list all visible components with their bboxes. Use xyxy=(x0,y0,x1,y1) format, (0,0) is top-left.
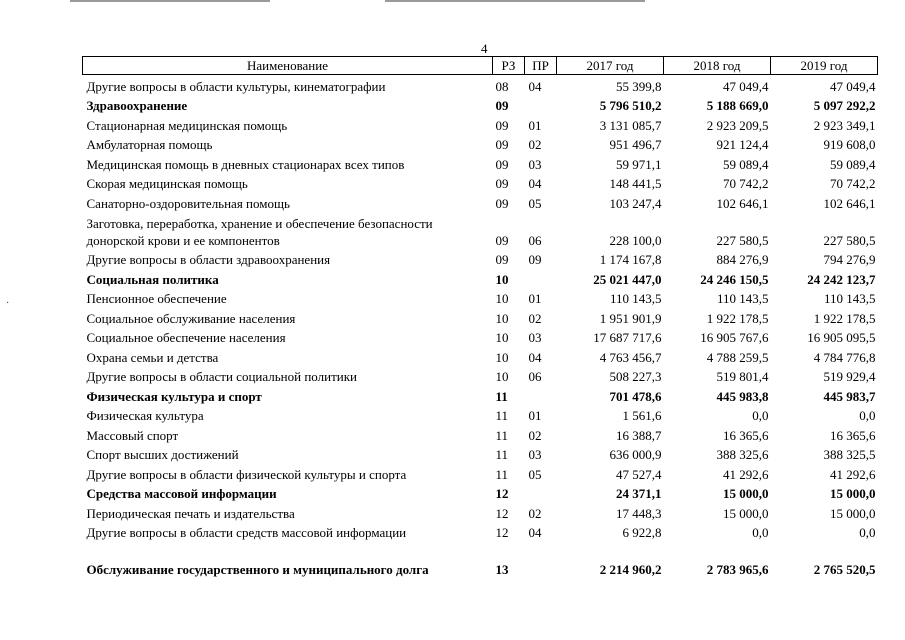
row-value-2017: 636 000,9 xyxy=(609,447,662,462)
row-value-2017: 951 496,7 xyxy=(609,137,662,152)
row-value-2017: 24 371,1 xyxy=(616,486,662,501)
row-value-2019: 388 325,5 xyxy=(823,447,876,462)
row-value-2018: 47 049,4 xyxy=(723,78,769,94)
row-value-2017: 59 971,1 xyxy=(616,156,662,172)
row-pr xyxy=(525,541,557,578)
row-name: Стационарная медицинская помощь xyxy=(86,117,288,133)
top-rule-right xyxy=(385,0,645,2)
table-row xyxy=(83,192,878,212)
table-row xyxy=(83,288,878,308)
table-row xyxy=(83,424,878,444)
row-pr: 02 xyxy=(528,137,542,152)
row-value-2017: 148 441,5 xyxy=(609,176,662,191)
row-rz: 09 xyxy=(495,176,509,191)
row-value-2019: 1 922 178,5 xyxy=(813,310,876,326)
row-value-2018: 884 276,9 xyxy=(716,252,769,267)
row-rz: 11 xyxy=(495,427,509,443)
row-value-2017: 55 399,8 xyxy=(616,78,662,94)
table-row xyxy=(83,463,878,483)
row-rz: 10 xyxy=(495,271,509,287)
row-value-2017: 1 174 167,8 xyxy=(599,252,662,267)
top-rule-left xyxy=(70,0,270,2)
table-row xyxy=(83,405,878,425)
row-value-2017: 5 796 510,2 xyxy=(599,98,662,113)
row-value-2019: 519 929,4 xyxy=(823,369,876,384)
row-value-2017: 1 951 901,9 xyxy=(599,310,662,326)
row-rz: 11 xyxy=(495,388,508,404)
row-name: Другие вопросы в области культуры, кинематографии xyxy=(86,78,386,94)
row-value-2019: 4 784 776,8 xyxy=(813,349,876,365)
row-name: Физическая культура xyxy=(86,408,204,423)
row-value-2017: 1 561,6 xyxy=(622,408,662,423)
row-name: Медицинская помощь в дневных стационарах всех типов xyxy=(86,156,405,172)
row-value-2019: 5 097 292,2 xyxy=(813,98,876,113)
row-value-2019: 15 000,0 xyxy=(830,486,876,501)
table-row xyxy=(83,541,878,578)
table-row xyxy=(83,134,878,154)
row-value-2019: 47 049,4 xyxy=(830,78,876,94)
row-pr: 03 xyxy=(528,330,542,345)
table-row xyxy=(83,268,878,288)
row-value-2019: 16 905 095,5 xyxy=(807,330,876,345)
row-value-2018: 921 124,4 xyxy=(716,137,769,152)
row-value-2018: 16 905 767,6 xyxy=(700,330,769,345)
row-pr: 04 xyxy=(528,78,542,94)
row-name: Заготовка, переработка, хранение и обеспечение безопасности донорской крови и ее компонентов xyxy=(86,215,433,248)
page-number: 4 xyxy=(481,41,488,56)
table-row xyxy=(83,385,878,405)
row-value-2019: 919 608,0 xyxy=(823,137,876,152)
row-value-2018: 59 089,4 xyxy=(723,156,769,172)
row-name: Социальное обслуживание населения xyxy=(86,310,296,326)
row-rz: 11 xyxy=(495,408,509,423)
row-value-2018: 102 646,1 xyxy=(716,195,769,211)
row-pr: 09 xyxy=(528,252,542,267)
row-value-2019: 16 365,6 xyxy=(830,427,876,443)
row-name: Другие вопросы в области средств массовой информации xyxy=(86,525,407,540)
row-pr: 06 xyxy=(528,369,542,384)
row-value-2019: 0,0 xyxy=(859,525,876,540)
row-pr: 02 xyxy=(528,505,542,521)
row-value-2019: 227 580,5 xyxy=(823,232,876,248)
row-value-2019: 2 765 520,5 xyxy=(813,562,876,577)
table-row xyxy=(83,327,878,347)
margin-mark: · xyxy=(6,298,10,309)
row-value-2018: 0,0 xyxy=(752,408,769,423)
row-rz: 10 xyxy=(495,330,509,345)
table-row xyxy=(83,75,878,95)
row-value-2017: 25 021 447,0 xyxy=(593,271,662,287)
row-value-2017: 228 100,0 xyxy=(609,232,662,248)
row-value-2017: 6 922,8 xyxy=(622,525,662,540)
table-row xyxy=(83,346,878,366)
table-row xyxy=(83,173,878,193)
row-value-2018: 16 365,6 xyxy=(723,427,769,443)
row-name: Здравоохранение xyxy=(86,98,188,113)
row-value-2019: 445 983,7 xyxy=(823,388,876,404)
row-pr xyxy=(525,483,557,503)
row-value-2017: 3 131 085,7 xyxy=(599,117,662,133)
row-name: Пенсионное обеспечение xyxy=(86,291,227,306)
row-name: Средства массовой информации xyxy=(86,486,277,501)
row-value-2018: 15 000,0 xyxy=(723,505,769,521)
row-pr xyxy=(525,385,557,405)
header-pr: ПР xyxy=(525,57,557,75)
row-value-2017: 701 478,6 xyxy=(609,388,662,404)
row-pr xyxy=(525,268,557,288)
row-name: Социальное обеспечение населения xyxy=(86,330,286,345)
header-2019: 2019 год xyxy=(771,57,878,75)
row-value-2019: 24 242 123,7 xyxy=(807,271,876,287)
row-rz: 09 xyxy=(495,137,509,152)
row-pr: 05 xyxy=(528,466,542,482)
row-pr: 04 xyxy=(528,349,542,365)
row-value-2019: 794 276,9 xyxy=(823,252,876,267)
row-rz: 09 xyxy=(495,252,509,267)
row-value-2019: 15 000,0 xyxy=(830,505,876,521)
row-pr: 04 xyxy=(528,525,542,540)
row-value-2017: 17 687 717,6 xyxy=(593,330,662,345)
row-value-2018: 388 325,6 xyxy=(716,447,769,462)
table-row xyxy=(83,366,878,386)
row-name: Социальная политика xyxy=(86,271,219,287)
row-value-2019: 70 742,2 xyxy=(830,176,876,191)
row-name: Массовый спорт xyxy=(86,427,179,443)
row-value-2018: 70 742,2 xyxy=(723,176,769,191)
row-value-2017: 103 247,4 xyxy=(609,195,662,211)
row-pr: 04 xyxy=(528,176,542,191)
row-value-2017: 2 214 960,2 xyxy=(599,562,662,577)
row-name: Спорт высших достижений xyxy=(86,447,239,462)
row-value-2017: 110 143,5 xyxy=(609,291,662,306)
row-rz: 09 xyxy=(495,156,509,172)
row-rz: 11 xyxy=(495,466,509,482)
table-row xyxy=(83,444,878,464)
row-pr: 01 xyxy=(528,291,542,306)
row-name: Санаторно-оздоровительная помощь xyxy=(86,195,290,211)
row-name: Скорая медицинская помощь xyxy=(86,176,248,191)
row-pr: 06 xyxy=(528,232,542,248)
row-rz: 13 xyxy=(495,562,509,577)
row-rz: 10 xyxy=(495,291,509,306)
table-row xyxy=(83,307,878,327)
row-name: Охрана семьи и детства xyxy=(86,349,219,365)
header-rz: РЗ xyxy=(493,57,525,75)
table-header-row xyxy=(83,57,878,75)
row-value-2018: 15 000,0 xyxy=(723,486,769,501)
row-value-2018: 445 983,8 xyxy=(716,388,769,404)
row-value-2017: 508 227,3 xyxy=(609,369,662,384)
row-rz: 10 xyxy=(495,349,509,365)
header-2017: 2017 год xyxy=(557,57,664,75)
row-value-2017: 47 527,4 xyxy=(616,466,662,482)
row-rz: 12 xyxy=(495,525,509,540)
row-value-2018: 5 188 669,0 xyxy=(706,98,769,113)
row-value-2019: 2 923 349,1 xyxy=(813,117,876,133)
row-pr: 02 xyxy=(528,427,542,443)
row-rz: 09 xyxy=(495,232,509,248)
row-rz: 11 xyxy=(495,447,509,462)
table-row xyxy=(83,483,878,503)
table-row xyxy=(83,153,878,173)
row-value-2018: 24 246 150,5 xyxy=(700,271,769,287)
row-value-2018: 4 788 259,5 xyxy=(706,349,769,365)
row-rz: 10 xyxy=(495,369,509,384)
row-value-2018: 41 292,6 xyxy=(723,466,769,482)
row-pr: 01 xyxy=(528,117,542,133)
row-pr: 02 xyxy=(528,310,542,326)
row-value-2018: 2 923 209,5 xyxy=(706,117,769,133)
row-name: Амбулаторная помощь xyxy=(86,137,213,152)
row-pr: 03 xyxy=(528,156,542,172)
row-rz: 12 xyxy=(495,486,509,501)
row-value-2018: 110 143,5 xyxy=(716,291,769,306)
row-name: Другие вопросы в области физической культуры и спорта xyxy=(86,466,407,482)
row-value-2019: 41 292,6 xyxy=(830,466,876,482)
row-value-2019: 110 143,5 xyxy=(823,291,876,306)
row-value-2018: 2 783 965,6 xyxy=(706,562,769,577)
row-rz: 09 xyxy=(495,98,509,113)
row-value-2019: 102 646,1 xyxy=(823,195,876,211)
row-pr xyxy=(525,95,557,115)
table-row xyxy=(83,95,878,115)
row-value-2017: 4 763 456,7 xyxy=(599,349,662,365)
row-value-2019: 0,0 xyxy=(859,408,876,423)
row-pr: 03 xyxy=(528,447,542,462)
row-value-2019: 59 089,4 xyxy=(830,156,876,172)
row-name: Другие вопросы в области социальной политики xyxy=(86,369,357,384)
row-value-2018: 227 580,5 xyxy=(716,232,769,248)
header-name: Наименование xyxy=(83,57,493,75)
row-rz: 09 xyxy=(495,117,509,133)
row-value-2018: 0,0 xyxy=(752,525,769,540)
row-name: Обслуживание государственного и муниципального долга xyxy=(86,562,429,577)
budget-table xyxy=(82,56,878,578)
table-row xyxy=(83,249,878,269)
row-value-2018: 1 922 178,5 xyxy=(706,310,769,326)
row-value-2017: 17 448,3 xyxy=(616,505,662,521)
row-rz: 08 xyxy=(495,78,509,94)
row-rz: 10 xyxy=(495,310,509,326)
row-pr: 01 xyxy=(528,408,542,423)
row-pr: 05 xyxy=(528,195,542,211)
row-rz: 09 xyxy=(495,195,509,211)
table-row xyxy=(83,114,878,134)
table-row xyxy=(83,522,878,542)
header-2018: 2018 год xyxy=(664,57,771,75)
table-row xyxy=(83,212,878,249)
table-row xyxy=(83,502,878,522)
row-value-2018: 519 801,4 xyxy=(716,369,769,384)
row-name: Физическая культура и спорт xyxy=(86,388,262,404)
row-name: Периодическая печать и издательства xyxy=(86,505,295,521)
row-value-2017: 16 388,7 xyxy=(616,427,662,443)
row-rz: 12 xyxy=(495,505,509,521)
row-name: Другие вопросы в области здравоохранения xyxy=(86,252,331,267)
